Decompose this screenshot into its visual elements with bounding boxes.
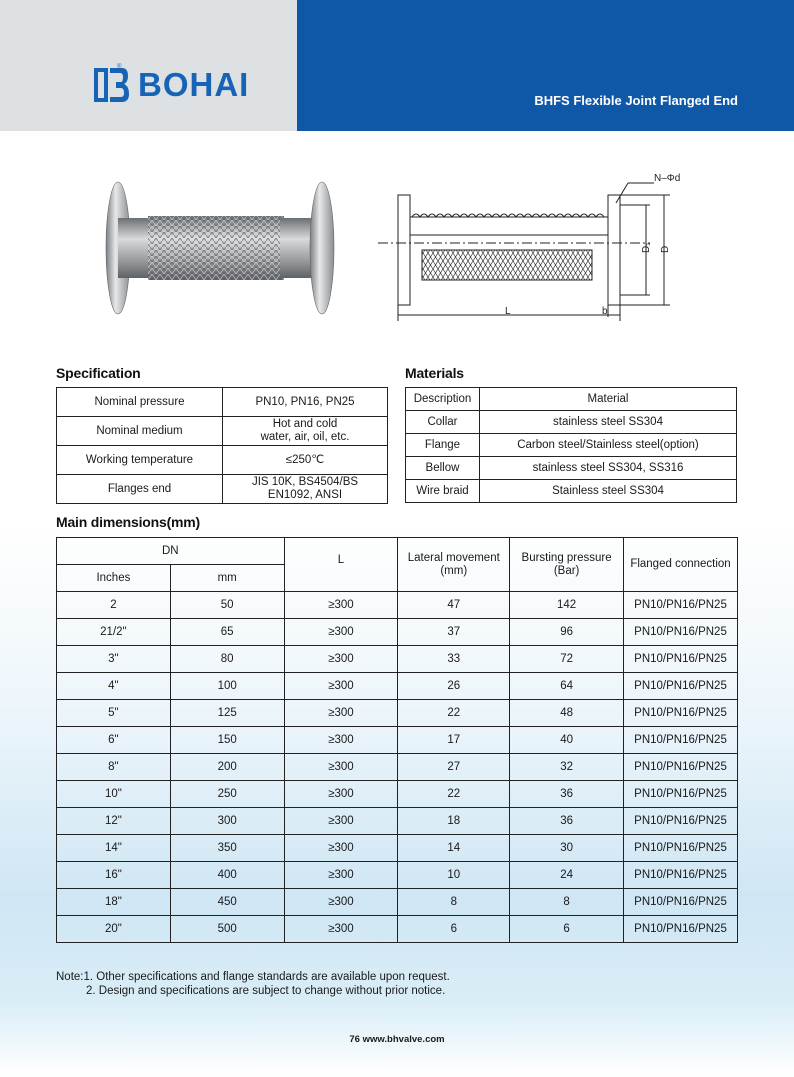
cell-flanged: PN10/PN16/PN25: [624, 862, 738, 889]
spec-row: [57, 388, 388, 417]
cell-lateral: 37: [398, 619, 510, 646]
cell-flanged: PN10/PN16/PN25: [624, 808, 738, 835]
cell-bursting: 8: [510, 889, 624, 916]
cell-mm: 400: [170, 862, 284, 889]
spec-label: Nominal pressure: [57, 388, 223, 417]
cell-bursting: 6: [510, 916, 624, 943]
label-d1: D₁: [641, 242, 652, 253]
footer-url: www.bhvalve.com: [362, 1034, 445, 1045]
cell-inches: 4": [57, 673, 171, 700]
table-row: [57, 835, 738, 862]
cell-bursting: 32: [510, 754, 624, 781]
cell-flanged: PN10/PN16/PN25: [624, 754, 738, 781]
cell-l: ≥300: [284, 889, 398, 916]
logo-wordmark: BOHAI: [138, 66, 250, 103]
cell-inches: 20": [57, 916, 171, 943]
spec-value: JIS 10K, BS4504/BS EN1092, ANSI: [223, 475, 388, 504]
bohai-logo-icon: [92, 66, 130, 104]
cell-l: ≥300: [284, 592, 398, 619]
cell-lateral: 14: [398, 835, 510, 862]
cell-bursting: 48: [510, 700, 624, 727]
header-inches: Inches: [57, 565, 171, 592]
table-row: [57, 781, 738, 808]
materials-row: [406, 480, 737, 503]
cell-mm: 250: [170, 781, 284, 808]
cell-inches: 18": [57, 889, 171, 916]
cell-lateral: 18: [398, 808, 510, 835]
note-line-1: Note:1. Other specifications and flange standards are available upon request.: [56, 971, 450, 983]
label-d: D: [660, 245, 671, 253]
dimensions-table: [56, 537, 738, 943]
materials-header-material: Material: [480, 388, 737, 411]
cell-flanged: PN10/PN16/PN25: [624, 592, 738, 619]
technical-drawing: [378, 165, 698, 330]
product-photo: [104, 178, 336, 318]
table-row: [57, 889, 738, 916]
table-row: [57, 862, 738, 889]
cell-mm: 350: [170, 835, 284, 862]
dimensions-title: Main dimensions(mm): [56, 514, 200, 530]
cell-lateral: 22: [398, 781, 510, 808]
label-b: b: [602, 306, 608, 317]
materials-row: [406, 411, 737, 434]
cell-l: ≥300: [284, 700, 398, 727]
cell-mm: 100: [170, 673, 284, 700]
cell-lateral: 10: [398, 862, 510, 889]
cell-flanged: PN10/PN16/PN25: [624, 916, 738, 943]
cell-bursting: 36: [510, 781, 624, 808]
cell-mm: 80: [170, 646, 284, 673]
cell-flanged: PN10/PN16/PN25: [624, 889, 738, 916]
cell-mm: 65: [170, 619, 284, 646]
header-flanged: Flanged connection: [624, 538, 738, 592]
cell-mm: 125: [170, 700, 284, 727]
page-number: 76: [349, 1034, 360, 1045]
label-l: L: [505, 306, 511, 317]
cell-mm: 300: [170, 808, 284, 835]
cell-mm: 200: [170, 754, 284, 781]
cell-l: ≥300: [284, 754, 398, 781]
spec-label: Flanges end: [57, 475, 223, 504]
spec-row: [57, 446, 388, 475]
table-row: [57, 673, 738, 700]
cell-flanged: PN10/PN16/PN25: [624, 781, 738, 808]
cell-inches: 12": [57, 808, 171, 835]
registered-mark: ®: [117, 64, 122, 70]
cell-mm: 50: [170, 592, 284, 619]
header-mm: mm: [170, 565, 284, 592]
cell-inches: 10": [57, 781, 171, 808]
cell-lateral: 6: [398, 916, 510, 943]
cell-flanged: PN10/PN16/PN25: [624, 727, 738, 754]
specification-table: [56, 387, 388, 504]
page-footer: [0, 1034, 794, 1045]
table-row: [57, 646, 738, 673]
specification-title: Specification: [56, 365, 141, 381]
materials-description: Bellow: [406, 457, 480, 480]
header-right-panel: [297, 0, 794, 131]
table-row: [57, 592, 738, 619]
cell-inches: 2: [57, 592, 171, 619]
spec-row: [57, 475, 388, 504]
spec-value: Hot and cold water, air, oil, etc.: [223, 417, 388, 446]
table-row: [57, 754, 738, 781]
cell-l: ≥300: [284, 835, 398, 862]
cell-l: ≥300: [284, 781, 398, 808]
spec-label: Nominal medium: [57, 417, 223, 446]
cell-l: ≥300: [284, 727, 398, 754]
cell-l: ≥300: [284, 646, 398, 673]
notes: [56, 970, 450, 998]
cell-mm: 450: [170, 889, 284, 916]
table-row: [57, 727, 738, 754]
cell-flanged: PN10/PN16/PN25: [624, 619, 738, 646]
materials-header-description: Description: [406, 388, 480, 411]
spec-row: [57, 417, 388, 446]
table-row: [57, 700, 738, 727]
cell-lateral: 33: [398, 646, 510, 673]
document-title: BHFS Flexible Joint Flanged End: [534, 93, 738, 108]
cell-inches: 6": [57, 727, 171, 754]
table-row: [57, 916, 738, 943]
materials-row: [406, 434, 737, 457]
materials-description: Collar: [406, 411, 480, 434]
cell-bursting: 24: [510, 862, 624, 889]
cell-l: ≥300: [284, 916, 398, 943]
cell-flanged: PN10/PN16/PN25: [624, 835, 738, 862]
materials-material: Carbon steel/Stainless steel(option): [480, 434, 737, 457]
cell-bursting: 142: [510, 592, 624, 619]
dimensions-body: [57, 592, 738, 943]
header-lateral: Lateral movement (mm): [398, 538, 510, 592]
table-row: [57, 808, 738, 835]
cell-bursting: 96: [510, 619, 624, 646]
cell-flanged: PN10/PN16/PN25: [624, 673, 738, 700]
materials-table: [405, 387, 737, 503]
spec-label: Working temperature: [57, 446, 223, 475]
cell-l: ≥300: [284, 619, 398, 646]
cell-lateral: 26: [398, 673, 510, 700]
materials-title: Materials: [405, 365, 464, 381]
cell-l: ≥300: [284, 862, 398, 889]
cell-bursting: 36: [510, 808, 624, 835]
materials-header-row: [406, 388, 737, 411]
cell-lateral: 22: [398, 700, 510, 727]
cell-bursting: 64: [510, 673, 624, 700]
spec-value: ≤250℃: [223, 446, 388, 475]
company-logo: [92, 66, 249, 104]
cell-lateral: 8: [398, 889, 510, 916]
cell-inches: 16": [57, 862, 171, 889]
cell-flanged: PN10/PN16/PN25: [624, 646, 738, 673]
cell-bursting: 72: [510, 646, 624, 673]
cell-mm: 500: [170, 916, 284, 943]
materials-material: stainless steel SS304: [480, 411, 737, 434]
cell-l: ≥300: [284, 808, 398, 835]
cell-bursting: 40: [510, 727, 624, 754]
cell-inches: 5": [57, 700, 171, 727]
cell-inches: 8": [57, 754, 171, 781]
header-dn: DN: [57, 538, 285, 565]
cell-bursting: 30: [510, 835, 624, 862]
cell-lateral: 47: [398, 592, 510, 619]
header-l: L: [284, 538, 398, 592]
cell-mm: 150: [170, 727, 284, 754]
header-bursting: Bursting pressure (Bar): [510, 538, 624, 592]
cell-inches: 21/2": [57, 619, 171, 646]
cell-lateral: 17: [398, 727, 510, 754]
cell-l: ≥300: [284, 673, 398, 700]
cell-lateral: 27: [398, 754, 510, 781]
note-line-2: 2. Design and specifications are subject to change without prior notice.: [86, 985, 446, 997]
materials-description: Wire braid: [406, 480, 480, 503]
materials-material: stainless steel SS304, SS316: [480, 457, 737, 480]
table-row: [57, 619, 738, 646]
cell-inches: 14": [57, 835, 171, 862]
cell-inches: 3": [57, 646, 171, 673]
cell-flanged: PN10/PN16/PN25: [624, 700, 738, 727]
spec-value: PN10, PN16, PN25: [223, 388, 388, 417]
label-n-phi-d: N–Φd: [654, 173, 681, 184]
dimensions-header-row: [57, 538, 738, 565]
materials-row: [406, 457, 737, 480]
materials-material: Stainless steel SS304: [480, 480, 737, 503]
materials-description: Flange: [406, 434, 480, 457]
